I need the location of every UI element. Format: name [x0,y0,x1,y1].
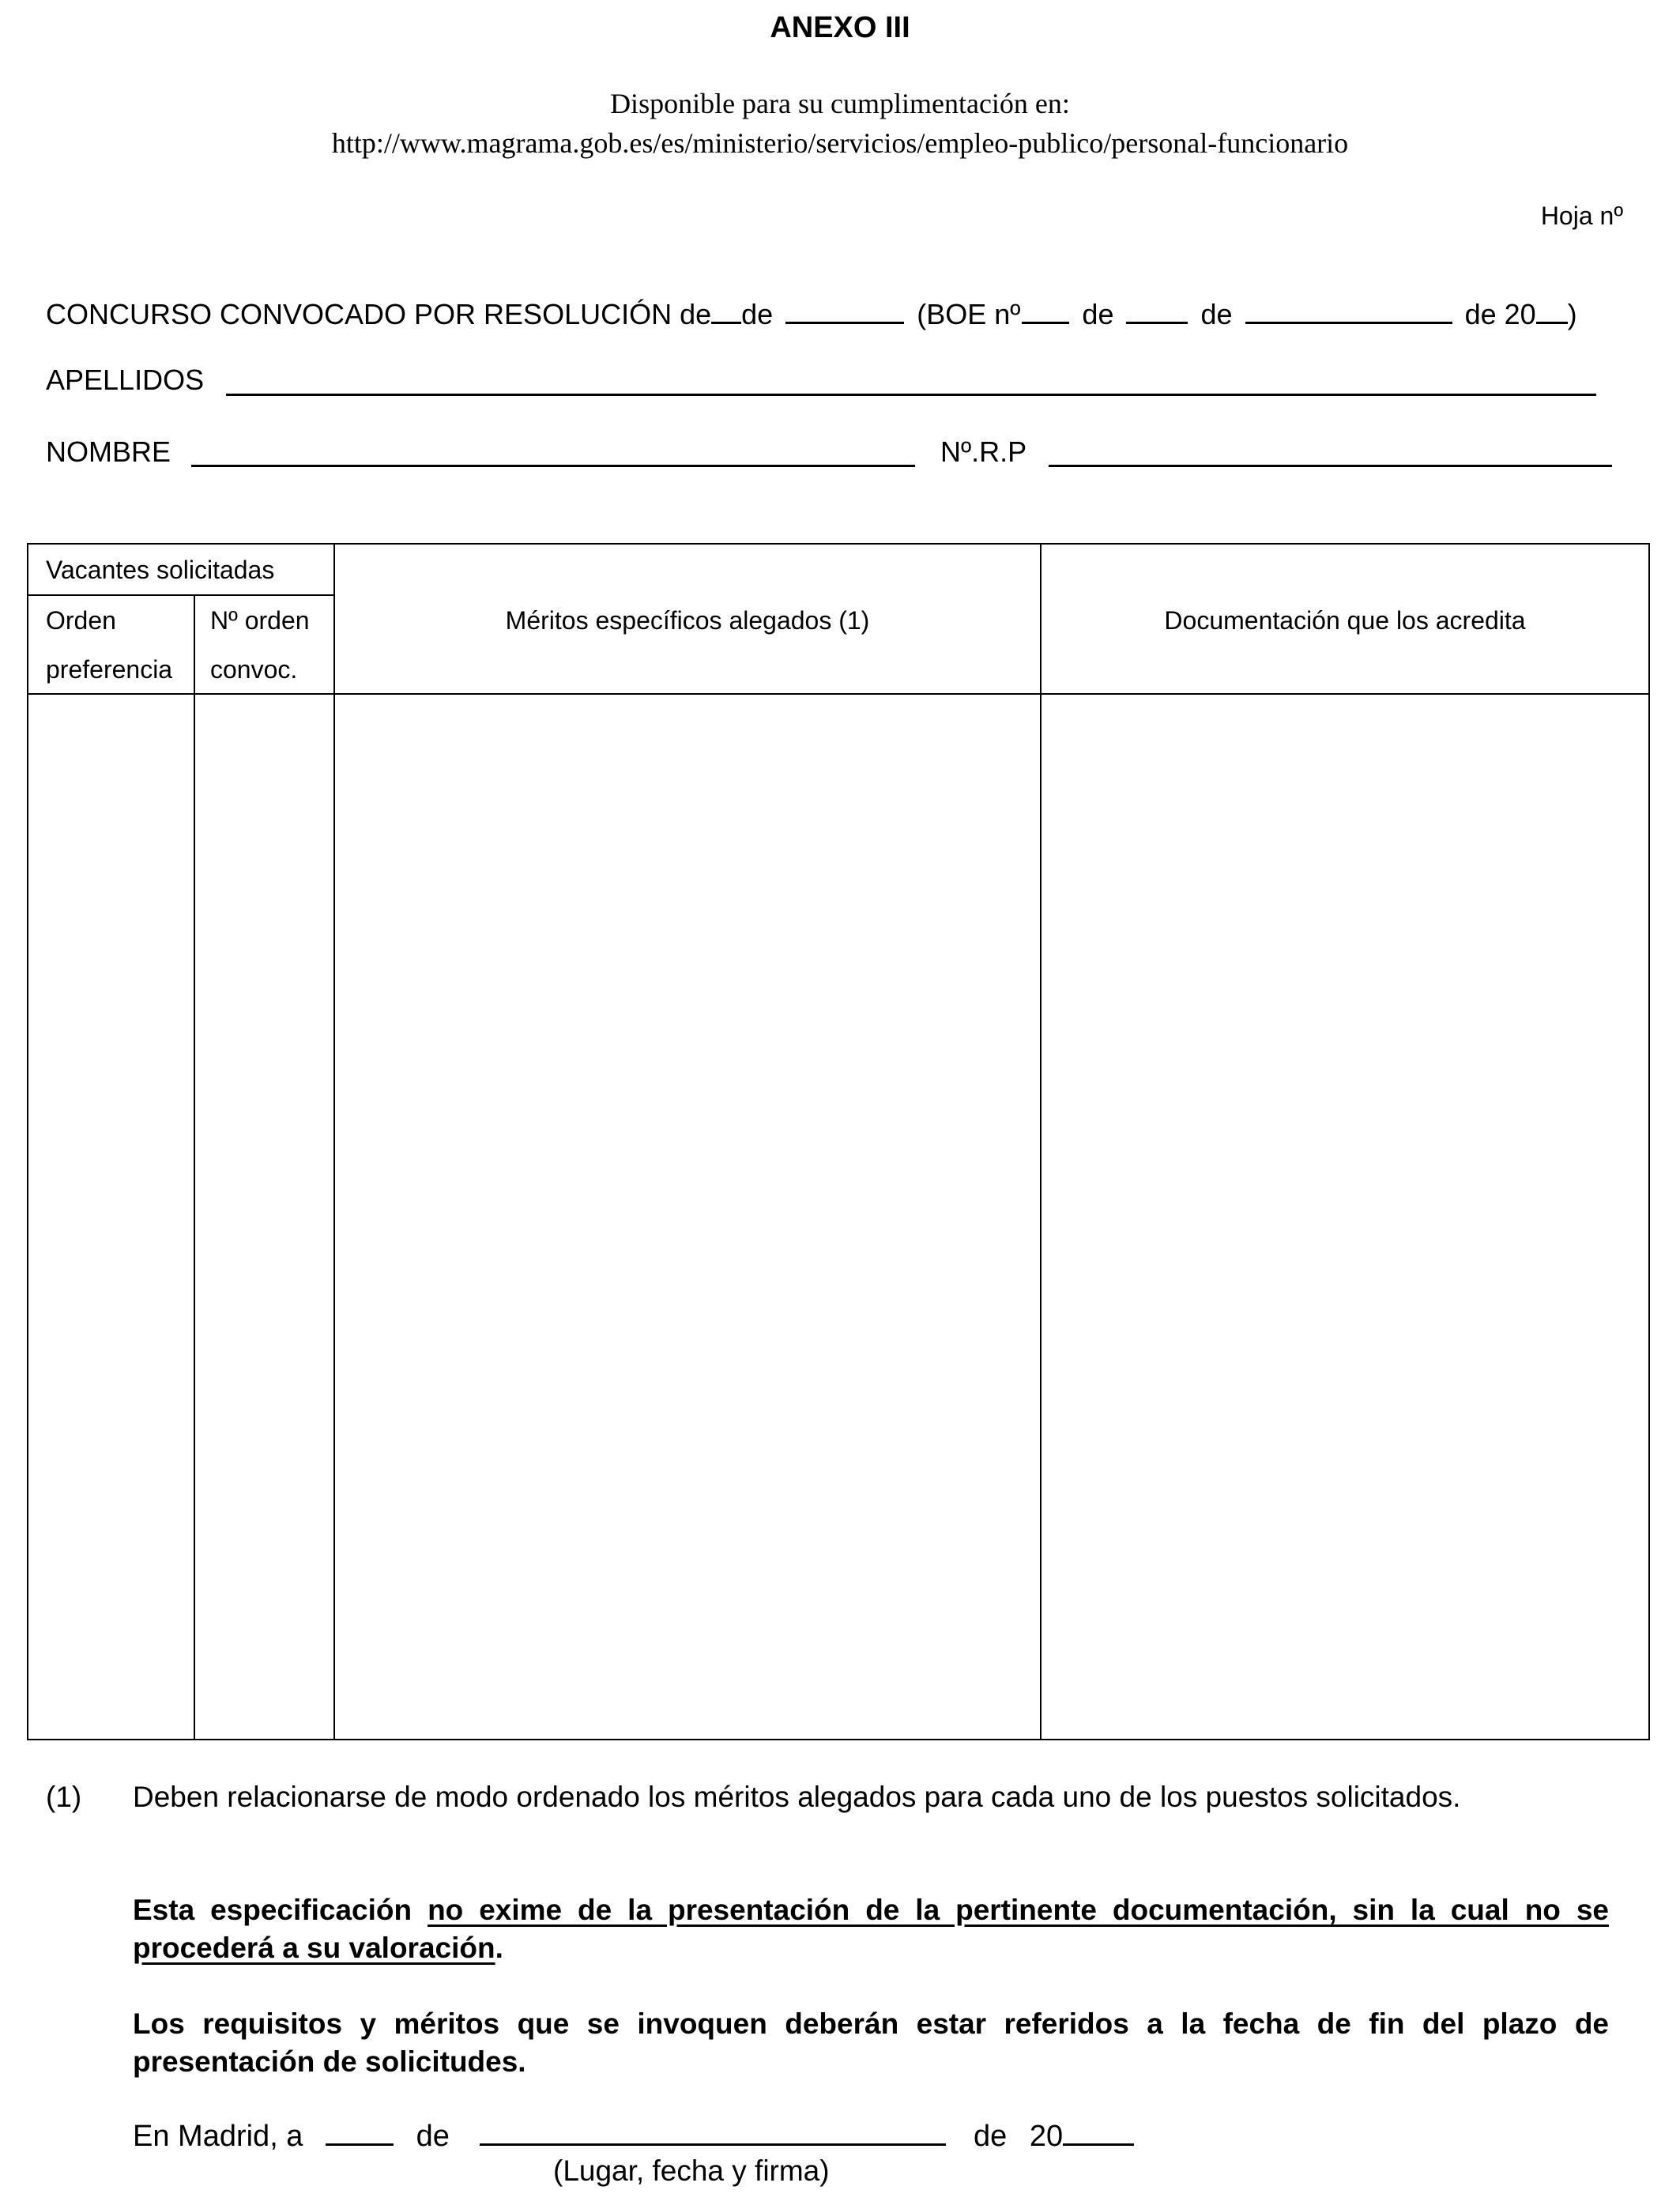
signature-prefix: En Madrid, a [133,2120,303,2153]
vacancies-table [27,543,1650,1740]
boe-day-field[interactable] [1126,298,1188,324]
note-marker: (1) [46,1781,82,1813]
meritos-cell[interactable] [335,695,1040,1740]
orden-header-line1: Orden [46,606,116,635]
signature-year-label: 20 [1029,2120,1064,2153]
concurso-line [46,298,1577,331]
note-3: Los requisitos y méritos que se invoquen deberán estar referidos a la fecha de fin del plazo de presentación de solicitudes. [133,2007,1609,2078]
boe-month-field[interactable] [1245,298,1452,324]
signature-caption: (Lugar, fecha y firma) [553,2154,830,2187]
apellidos-label: APELLIDOS [46,364,205,396]
year-field[interactable] [1536,298,1568,324]
month-field[interactable] [785,298,904,324]
note-1: Deben relacionarse de modo ordenado los méritos alegados para cada uno de los puestos solicitados. [133,1781,1461,1813]
note-2-end: . [495,1932,503,1964]
vacantes-header: Vacantes solicitadas [46,556,275,584]
nrp-label: Nº.R.P [940,435,1027,468]
boe-label: (BOE nº [917,298,1021,330]
note-2-lead: Esta especificación [133,1894,412,1926]
nombre-label: NOMBRE [46,435,171,468]
norden-convoc-cell[interactable] [195,695,333,1740]
nombre-field[interactable] [191,465,915,467]
availability-label: Disponible para su cumplimentación en: [610,88,1070,119]
apellidos-field[interactable] [226,394,1596,396]
sheet-number-label: Hoja nº [1540,202,1623,230]
signature-day-field[interactable] [326,2120,394,2146]
concurso-de-2: de [1082,298,1114,330]
day-field[interactable] [711,298,741,324]
meritos-header: Méritos específicos alegados (1) [505,606,870,635]
documentacion-header: Documentación que los acredita [1164,606,1526,635]
signature-de-1: de [416,2120,450,2153]
norden-header-line1: Nº orden [210,606,310,635]
boe-number-field[interactable] [1022,298,1069,324]
group-header-divider [28,594,334,596]
year-close: ) [1567,298,1577,330]
page-title: ANEXO III [770,11,910,44]
orden-header-line2: preferencia [46,655,173,684]
year-label: de 20 [1464,298,1536,330]
signature-line [133,2120,1134,2154]
signature-de-2: de [973,2120,1008,2153]
download-url[interactable]: http://www.magrama.gob.es/es/ministerio/servicios/empleo-publico/personal-funcionario [331,127,1349,159]
nrp-field[interactable] [1049,465,1612,467]
concurso-de-3: de [1200,298,1233,330]
note-2 [133,1891,1609,1967]
concurso-label: CONCURSO CONVOCADO POR RESOLUCIÓN de [46,298,712,330]
concurso-de-1: de [741,298,774,330]
signature-year-field[interactable] [1063,2120,1134,2146]
note-2-underlined: no exime de la presentación de la pertinente documentación, sin la cual no se procederá a su valoración [133,1894,1610,1964]
norden-header-line2: convoc. [210,655,298,684]
documentacion-cell[interactable] [1042,695,1648,1740]
signature-month-field[interactable] [480,2120,946,2146]
orden-preferencia-cell[interactable] [28,695,194,1740]
